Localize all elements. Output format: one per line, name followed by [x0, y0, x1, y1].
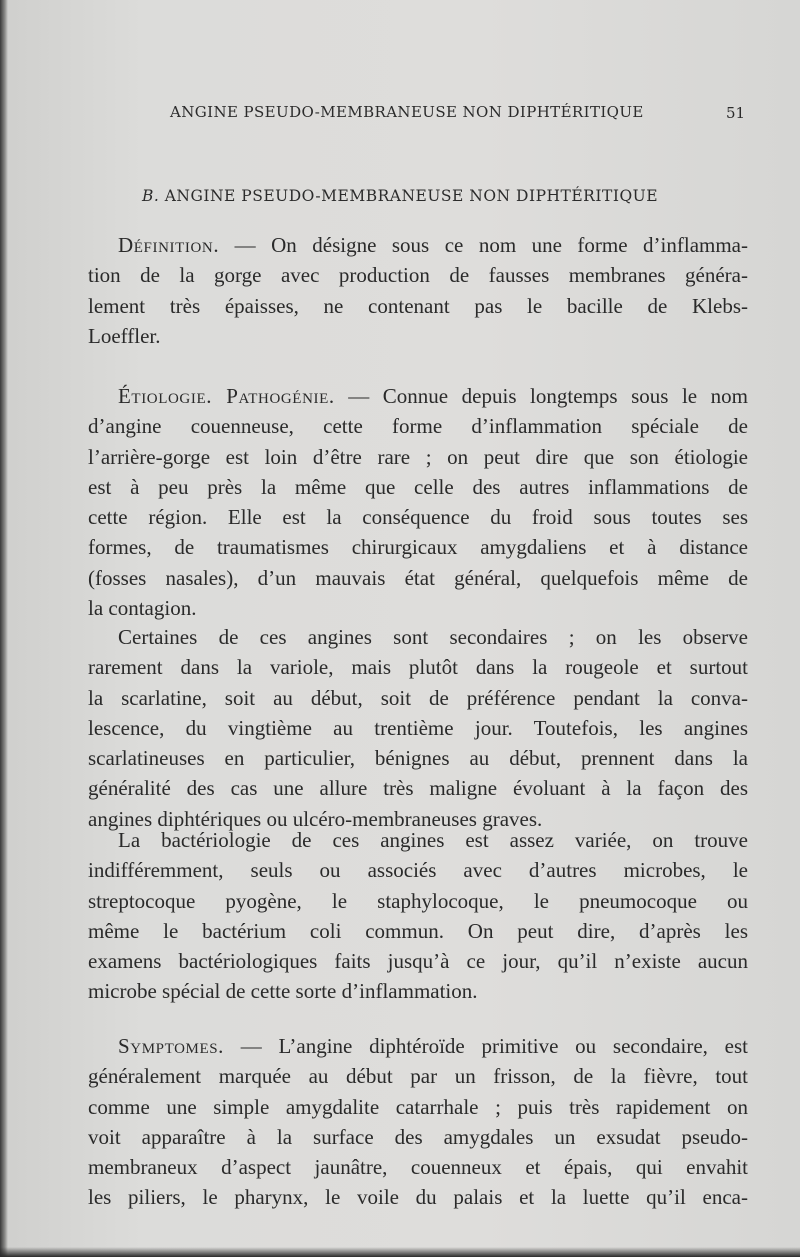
- paragraph-bacteriologie: [88, 825, 748, 1007]
- text-line: comme une simple amygdalite catarrhale ; puis très rapidement on: [88, 1094, 748, 1119]
- paragraph-heading: Étiologie. Pathogénie.: [118, 384, 335, 408]
- text-line: angines diphtériques ou ulcéro-membraneuses graves.: [88, 806, 543, 831]
- text-line: indifféremment, seuls ou associés avec d’autres microbes, le: [88, 858, 748, 883]
- text-line: l’arrière-gorge est loin d’être rare ; on peut dire que son étiologie: [88, 444, 748, 469]
- text-line: même le bactérium coli commun. On peut dire, d’après les: [88, 918, 748, 943]
- text-line: Étiologie. Pathogénie. — Connue depuis longtemps sous le nom: [118, 384, 748, 408]
- page-number: 51: [726, 104, 746, 122]
- paragraph-symptomes: [88, 1031, 748, 1213]
- text-line: membraneux d’aspect jaunâtre, couenneux et épais, qui envahit: [88, 1155, 748, 1180]
- paragraph-definition: [88, 230, 748, 351]
- text-line: tion de la gorge avec production de fausses membranes généra-: [88, 263, 748, 288]
- section-letter: B.: [141, 187, 160, 205]
- text-line: examens bactériologiques faits jusqu’à ce jour, qu’il n’existe aucun: [88, 949, 748, 974]
- text-line: Loeffler.: [88, 323, 161, 348]
- text-line: La bactériologie de ces angines est assez variée, on trouve: [118, 828, 748, 852]
- text-line: scarlatineuses en particulier, bénignes au début, prennent dans la: [88, 746, 748, 771]
- text-line: est à peu près la même que celle des autres inflammations de: [88, 474, 748, 499]
- paragraph-heading: Symptomes.: [118, 1034, 225, 1058]
- section-title-text: ANGINE PSEUDO-MEMBRANEUSE NON DIPHTÉRITIQUE: [164, 187, 659, 205]
- paragraph-certaines: [88, 622, 748, 834]
- text-line: Certaines de ces angines sont secondaires ; on les observe: [118, 625, 748, 649]
- text-line: généralement marquée au début par un frisson, de la fièvre, tout: [88, 1064, 748, 1089]
- page-bottom-shadow: [0, 1247, 800, 1257]
- text-line: voit apparaître à la surface des amygdales un exsudat pseudo-: [88, 1124, 748, 1149]
- text-line: rarement dans la variole, mais plutôt dans la rougeole et surtout: [88, 655, 748, 680]
- text-line: Symptomes. — L’angine diphtéroïde primitive ou secondaire, est: [118, 1034, 748, 1058]
- text-line: microbe spécial de cette sorte d’inflammation.: [88, 979, 478, 1004]
- section-title: [0, 187, 800, 205]
- text-line: la contagion.: [88, 596, 197, 621]
- text-line: Définition. — On désigne sous ce nom une forme d’inflamma-: [118, 233, 748, 257]
- text-line: généralité des cas une allure très maligne évoluant à la façon des: [88, 776, 748, 801]
- text-line: formes, de traumatismes chirurgicaux amygdaliens et à distance: [88, 535, 748, 560]
- running-head: ANGINE PSEUDO-MEMBRANEUSE NON DIPHTÉRITIQUE: [170, 103, 644, 121]
- paragraph-etiologie: [88, 381, 748, 623]
- text-line: d’angine couenneuse, cette forme d’inflammation spéciale de: [88, 414, 748, 439]
- text-line: la scarlatine, soit au début, soit de préférence pendant la conva-: [88, 685, 748, 710]
- text-line: lement très épaisses, ne contenant pas le bacille de Klebs-: [88, 293, 748, 318]
- text-line: cette région. Elle est la conséquence du froid sous toutes ses: [88, 505, 748, 530]
- text-line: lescence, du vingtième au trentième jour. Toutefois, les angines: [88, 715, 748, 740]
- text-line: (fosses nasales), d’un mauvais état général, quelquefois même de: [88, 565, 748, 590]
- text-line: streptocoque pyogène, le staphylocoque, le pneumocoque ou: [88, 888, 748, 913]
- text-line: les piliers, le pharynx, le voile du palais et la luette qu’il enca-: [88, 1185, 748, 1210]
- paragraph-heading: Définition.: [118, 233, 220, 257]
